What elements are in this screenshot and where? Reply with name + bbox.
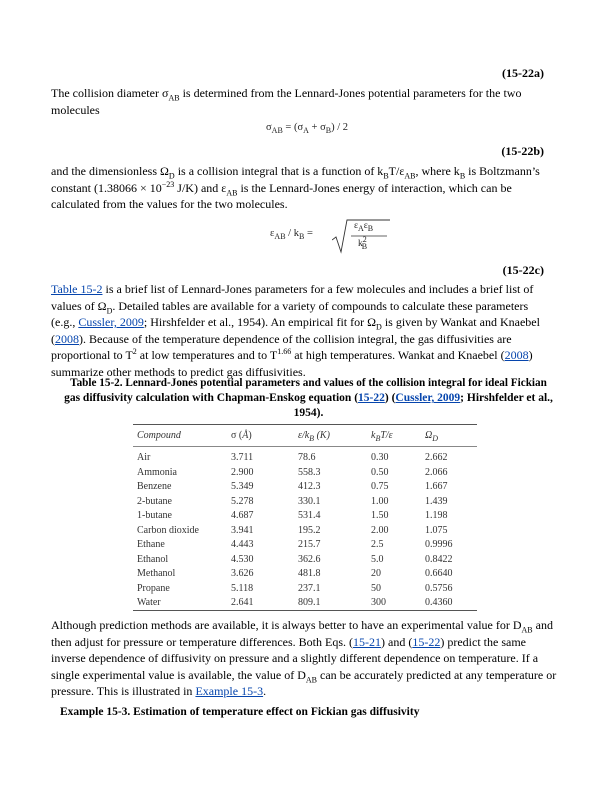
subscript: D	[376, 322, 382, 332]
cell-compound: Air	[137, 452, 151, 463]
text: is a collision integral that is a function of k	[174, 164, 384, 178]
cell-kbt: 0.30	[371, 452, 389, 463]
cell-compound: Ethane	[137, 539, 165, 550]
text: proportional to T	[51, 348, 133, 362]
caption-text: 1954).	[293, 407, 324, 419]
cell-epsilon: 558.3	[298, 466, 321, 478]
text: can be accurately predicted at any temperature or	[317, 667, 557, 682]
subscript: B	[383, 171, 389, 181]
text: is a brief list of Lennard-Jones parameters for a few molecules and includes a brief list of	[102, 282, 534, 296]
cell-kbt: 50	[371, 582, 381, 594]
table-row	[133, 525, 477, 539]
cell-epsilon: 237.1	[298, 582, 321, 594]
text: J/K) and ε	[174, 180, 227, 195]
col-header-compound: Compound	[137, 430, 181, 441]
link-cussler-2009[interactable]: Cussler, 2009	[78, 315, 144, 329]
eq-text: σ	[266, 122, 272, 133]
text: at high temperatures. Wankat and Knaebel (	[291, 348, 505, 362]
col-header-sigma: σ (Å)	[231, 430, 252, 441]
eq-text: ε	[363, 221, 368, 231]
text: and	[532, 618, 553, 632]
eq-sub: B	[367, 223, 374, 233]
col-header-omega: $\Omega_D$	[425, 430, 439, 443]
link-wankat-2008-second[interactable]: 2008	[504, 348, 529, 362]
cell-sigma: 3.626	[231, 568, 254, 579]
text: ) and (	[381, 634, 413, 649]
cell-epsilon: 481.8	[298, 568, 321, 579]
cell-omega: 1.075	[425, 524, 448, 536]
cell-compound: Carbon dioxide	[137, 524, 199, 536]
link-eq-15-22[interactable]: 15-22	[358, 392, 385, 404]
cell-kbt: 20	[371, 568, 381, 579]
text: summarize other methods to predict gas diffusivities.	[51, 364, 306, 379]
text: at low temperatures and to T	[136, 348, 278, 362]
cell-omega: 0.6640	[425, 568, 453, 579]
cell-epsilon: 195.2	[298, 524, 321, 536]
cell-kbt: 2.5	[371, 539, 384, 550]
caption-text: gas diffusivity calculation with Chapman-Enskog equation (	[64, 392, 359, 404]
equation-number-15-22b: (15-22b)	[501, 144, 544, 158]
cell-omega: 0.8422	[425, 553, 453, 565]
equation-collision-diameter	[266, 122, 349, 136]
cell-sigma: 3.711	[231, 452, 254, 463]
text: ; Hirshfelder et al., 1954). An empirical fit for Ω	[143, 315, 377, 329]
eq-sub: AB	[271, 126, 283, 136]
eq-sub: B	[361, 241, 368, 251]
cell-sigma: 4.530	[231, 553, 254, 565]
fraction-denominator	[358, 234, 368, 251]
cell-sigma: 5.349	[231, 481, 254, 492]
example-heading: Example 15-3. Estimation of temperature effect on Fickian gas diffusivity	[60, 706, 420, 718]
link-wankat-2008[interactable]: 2008	[55, 331, 79, 346]
text: then adjust for pressure or temperature differences. Both Eqs. (	[51, 634, 354, 649]
text: (	[51, 331, 55, 346]
text: ) predict the same	[440, 634, 526, 649]
cell-kbt: 0.75	[371, 481, 389, 492]
text: (e.g.,	[51, 315, 79, 329]
text: single experimental value is available, the value of D	[51, 667, 306, 682]
subscript: D	[168, 171, 175, 181]
cell-sigma: 4.687	[231, 510, 254, 521]
text: The collision diameter σ	[51, 86, 169, 100]
text: is determined from the Lennard-Jones potential parameters for the two	[179, 86, 522, 100]
caption-text: ) (	[384, 392, 396, 404]
link-cussler-2009-caption[interactable]: Cussler, 2009	[395, 392, 461, 404]
table-row	[133, 496, 477, 510]
eq-text: ε	[270, 228, 275, 239]
eq-sub: B	[325, 126, 332, 136]
subscript: AB	[305, 674, 318, 684]
text: calculated from the values for the two molecules.	[51, 197, 288, 211]
table-row	[133, 597, 477, 611]
text: , where k	[415, 164, 460, 178]
equation-energy-interaction	[270, 218, 374, 254]
cell-sigma: 2.900	[231, 466, 254, 478]
superscript: 1.66	[277, 347, 292, 356]
text: )	[528, 348, 533, 362]
cell-compound: Methanol	[137, 568, 176, 579]
subscript: AB	[226, 187, 238, 197]
table-row	[133, 568, 477, 582]
cell-kbt: 1.50	[371, 510, 389, 521]
cell-epsilon: 330.1	[298, 495, 321, 507]
table-row	[133, 467, 477, 481]
cell-sigma: 3.941	[231, 524, 254, 536]
cell-kbt: 1.00	[371, 495, 389, 507]
cell-epsilon: 78.6	[298, 452, 316, 463]
link-example-15-3[interactable]: Example 15-3	[195, 684, 264, 698]
text: Although prediction methods are available, it is always better to have an experimental value for D	[51, 618, 522, 632]
eq-sup: 2	[362, 234, 367, 244]
text: pressure. This is illustrated in	[51, 684, 196, 698]
eq-sub: AB	[274, 232, 286, 242]
eq-text: = (σ	[282, 122, 304, 133]
eq-text: + σ	[308, 122, 326, 133]
cell-kbt: 0.50	[371, 466, 389, 478]
eq-text: / k	[285, 228, 299, 239]
eq-sub: B	[298, 232, 305, 242]
cell-compound: Ethanol	[137, 553, 169, 565]
cell-omega: 2.066	[425, 466, 448, 478]
text: .	[263, 684, 267, 698]
cell-epsilon: 531.4	[298, 510, 321, 521]
table-row	[133, 554, 477, 568]
table-row	[133, 539, 477, 553]
paragraph-collision-diameter	[51, 85, 561, 118]
fraction-numerator	[354, 221, 373, 231]
eq-sub: A	[303, 126, 309, 136]
table-row	[133, 481, 477, 495]
eq-sub: A	[358, 223, 364, 233]
eq-text: ) / 2	[331, 122, 349, 133]
cell-omega: 1.439	[425, 495, 448, 507]
text: ). Because of the temperature dependence of the collision integral, the gas diffusivities are	[79, 331, 512, 346]
superscript: 2	[132, 347, 137, 356]
text: T/ε	[388, 164, 405, 178]
link-eq-15-22-body[interactable]: 15-22	[412, 634, 441, 649]
cell-epsilon: 362.6	[298, 553, 321, 565]
cell-compound: 1-butane	[137, 510, 172, 521]
table-caption	[51, 376, 566, 421]
subscript: AB	[521, 625, 533, 635]
text: is the Lennard-Jones energy of interaction, which can be	[237, 180, 512, 195]
text: is given by Wankat and Knaebel	[381, 315, 540, 329]
cell-compound: Propane	[137, 582, 170, 594]
table-header-rule	[133, 446, 477, 447]
superscript: −23	[161, 179, 175, 189]
eq-text: =	[304, 228, 313, 239]
cell-compound: 2-butane	[137, 495, 172, 507]
cell-omega: 0.9996	[425, 539, 453, 550]
caption-text: Table 15-2. Lennard-Jones potential parameters and values of the collision integral for ideal Fickian	[70, 377, 547, 389]
text: values of Ω	[51, 298, 107, 313]
table-row	[133, 583, 477, 597]
cell-omega: 0.4360	[425, 597, 453, 608]
equation-number-15-22c: (15-22c)	[502, 263, 544, 277]
link-table-15-2[interactable]: Table 15-2	[51, 282, 103, 296]
paragraph-lennard-jones	[51, 281, 561, 380]
cell-epsilon: 809.1	[298, 597, 321, 608]
cell-omega: 1.667	[425, 481, 448, 492]
paragraph-prediction-methods	[51, 617, 566, 700]
subscript: AB	[404, 171, 416, 181]
cell-epsilon: 412.3	[298, 481, 321, 492]
subscript: D	[106, 305, 113, 315]
cell-sigma: 2.641	[231, 597, 254, 608]
col-header-epsilon: $\varepsilon/k_B$ (K)	[298, 430, 330, 443]
text: constant (1.38066 × 10	[51, 180, 162, 195]
cell-sigma: 4.443	[231, 539, 254, 550]
table-top-rule	[133, 424, 477, 425]
cell-compound: Benzene	[137, 481, 172, 492]
col-header-kbt: $k_BT/\varepsilon$	[371, 430, 393, 443]
cell-compound: Ammonia	[137, 466, 177, 478]
text: is Boltzmann’s	[465, 164, 540, 178]
cell-omega: 2.662	[425, 452, 448, 463]
table-header-row	[133, 430, 477, 444]
text: . Detailed tables are available for a variety of compounds to calculate these parameters	[112, 298, 529, 313]
text: inverse dependence of diffusivity on pressure and a slightly different dependence on temperature. If a	[51, 651, 539, 665]
cell-sigma: 5.278	[231, 495, 254, 507]
eq-text: k	[358, 239, 363, 249]
eq-text: ε	[354, 221, 358, 231]
cell-kbt: 300	[371, 597, 386, 608]
equation-number-15-22a: (15-22a)	[502, 66, 544, 80]
cell-kbt: 5.0	[371, 553, 384, 565]
subscript: B	[459, 171, 466, 181]
subscript: AB	[168, 93, 180, 103]
cell-omega: 1.198	[425, 510, 448, 521]
cell-omega: 0.5756	[425, 582, 453, 594]
cell-kbt: 2.00	[371, 524, 389, 536]
cell-epsilon: 215.7	[298, 539, 321, 550]
text: molecules	[51, 102, 100, 117]
link-eq-15-21[interactable]: 15-21	[353, 634, 382, 649]
paragraph-collision-integral	[51, 163, 561, 213]
caption-text: ; Hirshfelder et al.,	[460, 392, 553, 404]
cell-compound: Water	[137, 597, 161, 608]
cell-sigma: 5.118	[231, 582, 254, 594]
table-row	[133, 452, 477, 466]
table-row	[133, 510, 477, 524]
text: and the dimensionless Ω	[51, 164, 169, 178]
